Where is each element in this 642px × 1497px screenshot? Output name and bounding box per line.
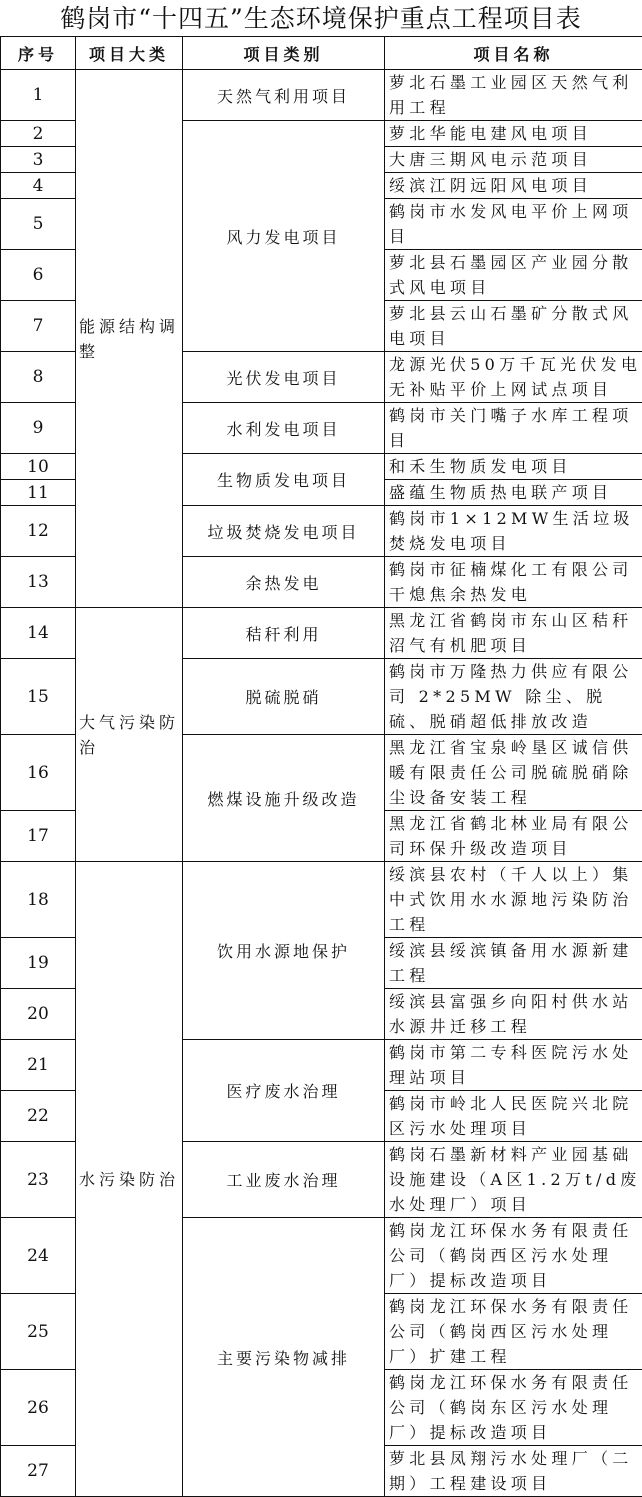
- row-number: 3: [1, 147, 76, 173]
- row-number: 2: [1, 121, 76, 147]
- project-type: 风力发电项目: [183, 121, 385, 352]
- project-name: 鹤岗市关门嘴子水库工程项目: [385, 403, 642, 454]
- project-name: 萝北华能电建风电项目: [385, 121, 642, 147]
- row-number: 17: [1, 811, 76, 862]
- row-number: 11: [1, 480, 76, 506]
- row-number: 7: [1, 301, 76, 352]
- project-type: 光伏发电项目: [183, 352, 385, 403]
- row-number: 15: [1, 659, 76, 735]
- project-name: 鹤岗龙江环保水务有限责任公司（鹤岗西区污水处理厂）提标改造项目: [385, 1218, 642, 1294]
- project-type: 垃圾焚烧发电项目: [183, 506, 385, 557]
- row-number: 10: [1, 454, 76, 480]
- page-title: 鹤岗市“十四五”生态环境保护重点工程项目表: [0, 0, 642, 36]
- project-table: [0, 36, 642, 1497]
- row-number: 9: [1, 403, 76, 454]
- project-name: 和禾生物质发电项目: [385, 454, 642, 480]
- project-name: 绥滨县农村（千人以上）集中式饮用水水源地污染防治工程: [385, 862, 642, 938]
- row-number: 14: [1, 608, 76, 659]
- project-name: 萝北县凤翔污水处理厂（二期）工程建设项目: [385, 1446, 642, 1497]
- row-number: 1: [1, 70, 76, 121]
- header-name: 项目名称: [385, 37, 642, 70]
- project-type: 燃煤设施升级改造: [183, 735, 385, 862]
- row-number: 21: [1, 1040, 76, 1091]
- project-type: 饮用水源地保护: [183, 862, 385, 1040]
- project-name: 绥滨江阴远阳风电项目: [385, 173, 642, 199]
- row-number: 5: [1, 199, 76, 250]
- project-type: 医疗废水治理: [183, 1040, 385, 1142]
- project-name: 萝北石墨工业园区天然气利用工程: [385, 70, 642, 121]
- project-type: 天然气利用项目: [183, 70, 385, 121]
- row-number: 23: [1, 1142, 76, 1218]
- project-name: 绥滨县绥滨镇备用水源新建工程: [385, 938, 642, 989]
- row-number: 13: [1, 557, 76, 608]
- row-number: 19: [1, 938, 76, 989]
- project-name: 萝北县石墨园区产业园分散式风电项目: [385, 250, 642, 301]
- project-name: 黑龙江省宝泉岭垦区诚信供暖有限责任公司脱硫脱硝除尘设备安装工程: [385, 735, 642, 811]
- table-row: [1, 70, 642, 121]
- table-row: [1, 862, 642, 938]
- project-type: 水利发电项目: [183, 403, 385, 454]
- project-type: 主要污染物减排: [183, 1218, 385, 1497]
- project-name: 鹤岗石墨新材料产业园基础设施建设（A区1.2万t/d废水处理厂）项目: [385, 1142, 642, 1218]
- row-number: 16: [1, 735, 76, 811]
- project-category: 能源结构调整: [76, 70, 183, 608]
- project-name: 鹤岗龙江环保水务有限责任公司（鹤岗西区污水处理厂）扩建工程: [385, 1294, 642, 1370]
- project-name: 龙源光伏50万千瓦光伏发电无补贴平价上网试点项目: [385, 352, 642, 403]
- row-number: 20: [1, 989, 76, 1040]
- header-no: 序号: [1, 37, 76, 70]
- project-name: 鹤岗市1×12MW生活垃圾焚烧发电项目: [385, 506, 642, 557]
- header-category: 项目大类: [76, 37, 183, 70]
- project-type: 脱硫脱硝: [183, 659, 385, 735]
- row-number: 27: [1, 1446, 76, 1497]
- row-number: 4: [1, 173, 76, 199]
- row-number: 8: [1, 352, 76, 403]
- project-name: 萝北县云山石墨矿分散式风电项目: [385, 301, 642, 352]
- row-number: 24: [1, 1218, 76, 1294]
- project-name: 鹤岗市第二专科医院污水处理站项目: [385, 1040, 642, 1091]
- row-number: 6: [1, 250, 76, 301]
- project-type: 秸秆利用: [183, 608, 385, 659]
- project-name: 黑龙江省鹤岗市东山区秸秆沼气有机肥项目: [385, 608, 642, 659]
- row-number: 26: [1, 1370, 76, 1446]
- project-name: 大唐三期风电示范项目: [385, 147, 642, 173]
- project-type: 工业废水治理: [183, 1142, 385, 1218]
- project-name: 鹤岗龙江环保水务有限责任公司（鹤岗东区污水处理厂）提标改造项目: [385, 1370, 642, 1446]
- row-number: 18: [1, 862, 76, 938]
- project-name: 盛蕴生物质热电联产项目: [385, 480, 642, 506]
- table-header-row: [1, 37, 642, 70]
- project-name: 鹤岗市岭北人民医院兴北院区污水处理项目: [385, 1091, 642, 1142]
- project-name: 绥滨县富强乡向阳村供水站水源井迁移工程: [385, 989, 642, 1040]
- project-category: 水污染防治: [76, 862, 183, 1497]
- row-number: 12: [1, 506, 76, 557]
- project-name: 鹤岗市水发风电平价上网项目: [385, 199, 642, 250]
- project-category: 大气污染防治: [76, 608, 183, 862]
- project-name: 鹤岗市万隆热力供应有限公司 2*25MW 除尘、脱硫、脱硝超低排放改造: [385, 659, 642, 735]
- project-type: 余热发电: [183, 557, 385, 608]
- header-type: 项目类别: [183, 37, 385, 70]
- table-row: [1, 608, 642, 659]
- project-name: 黑龙江省鹤北林业局有限公司环保升级改造项目: [385, 811, 642, 862]
- row-number: 25: [1, 1294, 76, 1370]
- row-number: 22: [1, 1091, 76, 1142]
- project-type: 生物质发电项目: [183, 454, 385, 506]
- project-name: 鹤岗市征楠煤化工有限公司干熄焦余热发电: [385, 557, 642, 608]
